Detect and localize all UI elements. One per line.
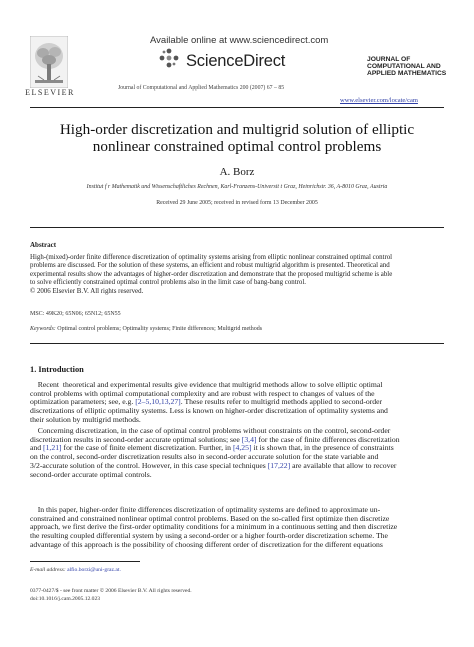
- elsevier-tree-logo-icon: [30, 36, 68, 88]
- email-link[interactable]: alfio.borzi@uni-graz.at.: [67, 567, 121, 573]
- footnote: [30, 567, 121, 573]
- journal-name-line: COMPUTATIONAL AND: [367, 63, 441, 70]
- paragraph-text: the resulting coupled differential system by using a second-order or a higher fourth-order discretization scheme. The: [30, 531, 388, 541]
- abstract-line: to solve efficiently constrained optimal control problems also in the limit case of bang-bang control.: [30, 279, 307, 287]
- abstract-heading: Abstract: [30, 241, 57, 249]
- abstract-line: experimental results show the advantages of higher-order discretization and demonstrate that the proposed multigrid scheme is able: [30, 270, 393, 278]
- paragraph-text: their solution by multigrid methods.: [30, 414, 141, 424]
- doi-line: doi:10.1016/j.cam.2005.12.023: [30, 595, 101, 602]
- paragraph-text: Recent theoretical and experimental results give evidence that multigrid methods allow to solve elliptic optimal: [30, 380, 383, 389]
- paragraph-line: [30, 416, 444, 425]
- abstract-bottom-rule: [30, 343, 444, 344]
- keywords-list: Optimal control problems; Optimality systems; Finite differences; Multigrid methods: [57, 326, 263, 332]
- paragraph-text: 3/2-accurate solution of the control. However, in this case special techniques: [30, 460, 268, 470]
- footer: [30, 588, 192, 603]
- msc-codes: MSC: 49K20; 65N06; 65N12; 65N55: [30, 311, 121, 317]
- keywords: [30, 326, 262, 332]
- available-online-text[interactable]: Available online at www.sciencedirect.com: [150, 35, 329, 46]
- publisher-logo-text: ELSEVIER: [25, 88, 75, 97]
- email-label: E-mail address:: [30, 567, 66, 573]
- sciencedirect-brand: ScienceDirect: [186, 52, 286, 70]
- paragraph-text: control problems with optimal computational complexity and are robust with respect to changes of values of the: [30, 388, 375, 398]
- paragraph-text: are available that allow to recover: [290, 460, 397, 470]
- paragraph-text: advantage of this approach is the possibility of choosing different order of discretization for the different equations: [30, 539, 383, 549]
- paragraph-text: optimization parameters; see, e.g.: [30, 397, 136, 407]
- citation-link[interactable]: [3,4]: [241, 434, 257, 444]
- citation-link[interactable]: [2–5,10,13,27]: [135, 397, 181, 407]
- paragraph-text: . These results refer to multigrid methods applied to second-order: [180, 397, 383, 407]
- paragraph-text: Concerning discretization, in the case of optimal control problems without constraints on the control, second-order: [30, 426, 391, 435]
- paragraph-line: [30, 471, 444, 480]
- received-dates: Received 29 June 2005; received in revised form 13 December 2005: [156, 200, 318, 206]
- abstract-top-rule: [30, 227, 444, 228]
- paragraph-text: for the case of finite element discretization. Further, in: [61, 443, 233, 453]
- article-title: [30, 121, 444, 155]
- journal-name-line: JOURNAL OF: [367, 56, 411, 63]
- abstract-line: problems are discussed. For the solution of these systems, an efficient and robust multigrid algorithm is presented. Theoretical and: [30, 262, 390, 270]
- copyright-line: © 2006 Elsevier B.V. All rights reserved.: [30, 287, 144, 295]
- title-line: nonlinear constrained optimal control problems: [92, 138, 382, 155]
- abstract-body: [30, 254, 444, 296]
- paragraph-text: discretizations of elliptic optimality systems. Less is known on higher-order discretization of optimality systems and: [30, 406, 388, 416]
- intro-paragraph-1: [30, 381, 444, 425]
- paragraph-text: for the case of finite differences discretization: [256, 434, 400, 444]
- footnote-rule: [30, 561, 140, 562]
- article-author: A. Borz: [219, 166, 255, 178]
- keywords-label: Keywords:: [30, 326, 56, 332]
- issn-line: 0377-0427/$ - see front matter © 2006 Elsevier B.V. All rights reserved.: [30, 588, 192, 594]
- abstract-line: High-(mixed)-order finite difference discretization of optimality systems arising from elliptic nonlinear constrained optimal control: [30, 254, 393, 261]
- sciencedirect-mark-icon: [158, 47, 180, 69]
- header-rule: [30, 107, 444, 108]
- intro-paragraph-2: [30, 427, 444, 479]
- citation-link[interactable]: [4,25]: [232, 443, 252, 453]
- paragraph-text: and: [30, 443, 44, 453]
- paragraph-text: constrained and constrained nonlinear optimal control problems. Based on the so-called first optimize then discretize: [30, 513, 390, 523]
- section-heading: 1. Introduction: [30, 365, 84, 374]
- paragraph-text: second-order accurate optimal controls.: [30, 469, 152, 479]
- paragraph-text: In this paper, higher-order finite differences discretization of optimality systems are defined to approximate un-: [30, 505, 381, 514]
- journal-name-line: APPLIED MATHEMATICS: [367, 70, 447, 77]
- paragraph-text: discretization results in second-order accurate optimal solutions; see: [30, 434, 242, 444]
- paragraph-line: [30, 541, 444, 550]
- paragraph-text: it is shown that, in the presence of constraints: [251, 443, 394, 453]
- journal-url-link[interactable]: www.elsevier.com/locate/cam: [340, 97, 418, 104]
- paragraph-text: approach, we first derive the first-order optimality conditions for a minimum in a continuous setting and then discretize: [30, 522, 398, 532]
- author-affiliation: Institut f r Mathematik und Wissenschaftliches Rechnen, Karl-Franzens-Universit t Graz, Heinrichstr. 36, A-8010 Graz, Austria: [86, 184, 388, 190]
- journal-name: [367, 56, 452, 77]
- paragraph-text: on the control, second-order discretization results also in second-order accurate solution for the state variable and: [30, 452, 379, 462]
- title-line: High-order discretization and multigrid solution of elliptic: [59, 121, 415, 138]
- intro-paragraph-3: [30, 506, 444, 550]
- journal-citation: Journal of Computational and Applied Mathematics 200 (2007) 67 – 85: [118, 85, 285, 91]
- citation-link[interactable]: [1,21]: [43, 443, 62, 453]
- citation-link[interactable]: [17,22]: [267, 460, 291, 470]
